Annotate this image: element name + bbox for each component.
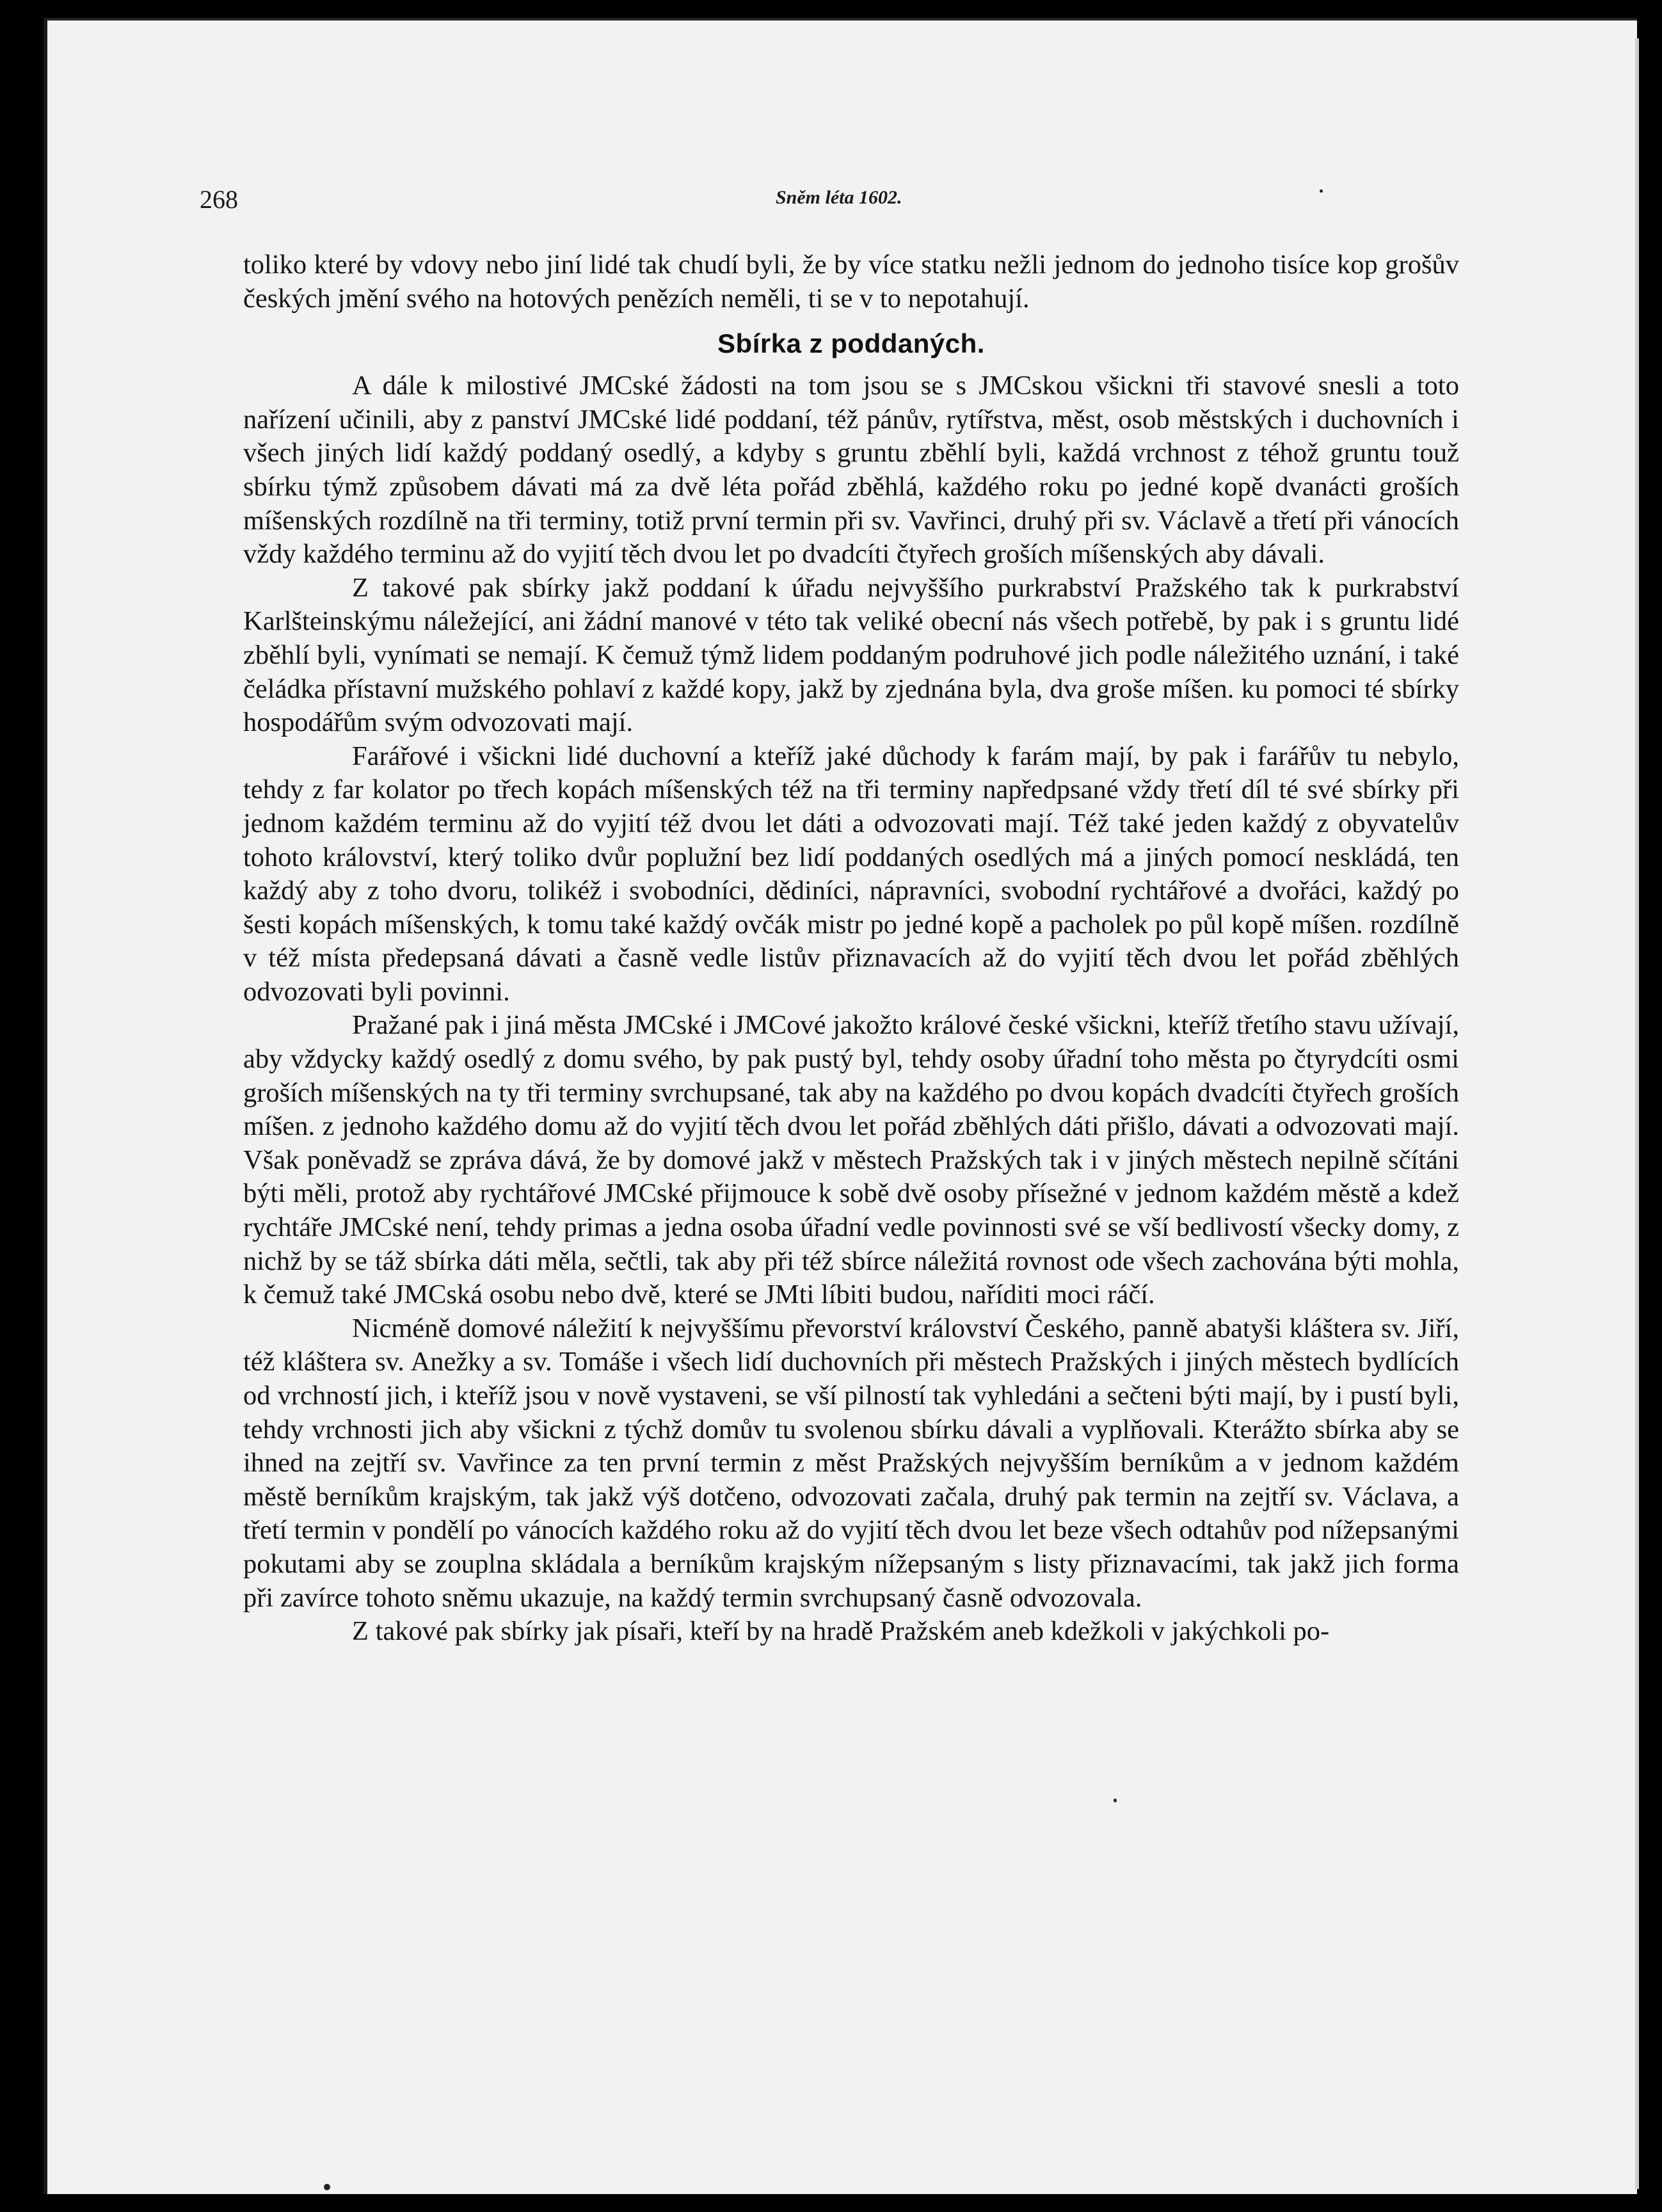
page-number: 268 bbox=[200, 185, 238, 214]
intro-paragraph: toliko které by vdovy nebo jiní lidé tak chudí byli, že by více statku nežli jednom do jednoho tisíce kop grošův českých jmění svého na hotových penězích neměli, ti se v to nepotahují. bbox=[243, 250, 1459, 314]
ink-speck bbox=[1114, 1799, 1117, 1802]
paragraph: Z takové pak sbírky jakž poddaní k úřadu nejvyššího purkrabství Pražského tak k purkrabství Karlšteinskýmu náležející, ani žádní manové v této tak veliké obecní nás všech potřebě, by pak i s gruntu lidé zběhlí byli, vynímati se nemají. K čemuž týmž lidem poddaným podruhové jich podle náležitého uznání, i také čeládka přístavní mužského pohlaví z každé kopy, jakž by zjednána byla, dva groše míšen. ku pomoci té sbírky hospodářům svým odvozovati mají. bbox=[243, 572, 1459, 738]
paragraph: Farářové i všickni lidé duchovní a kteříž jaké důchody k farám mají, by pak i farářův tu nebylo, tehdy z far kolator po třech kopách míšenských též na tři terminy napředpsané vždy třetí díl té své sbírky při jednom každém terminu až do vyjití též dvou let dáti a odvozovati mají. Též také jeden každý z obyvatelův tohoto království, který toliko dvůr poplužní bez lidí poddaných osedlých má a jiných pomocí neskládá, ten každý aby z toho dvoru, tolikéž i svobodníci, dědiníci, nápravníci, svobodní rychtářové a dvořáci, každý po šesti kopách míšenských, k tomu také každý ovčák mistr po jedné kopě a pacholek po půl kopě míšen. rozdílně v též místa předepsaná dávati a časně vedle listův přiznavacích až do vyjití těch dvou let pořád zběhlých odvozovati byli povinni. bbox=[243, 741, 1459, 1007]
page-edge bbox=[1635, 38, 1639, 2189]
running-header bbox=[200, 184, 1025, 223]
ink-speck bbox=[1320, 189, 1323, 193]
section-heading: Sbírka z poddaných. bbox=[717, 328, 985, 359]
paragraph: Nicméně domové náležití k nejvyššímu převorství království Českého, panně abatyši kláštera sv. Jiří, též kláštera sv. Anežky a sv. Tomáše i všech lidí duchovních při městech Pražských i jiných městech bydlících od vrchností jich, i kteříž jsou v nově vystaveni, se vší pilností tak vyhledáni a sečteni býti mají, by i pustí byli, tehdy vrchnosti jich aby všickni z týchž domův tu svolenou sbírku dávali a vyplňovali. Kterážto sbírka aby se ihned na zejtří sv. Vavřince za ten první termin z měst Pražských nejvyšším berníkům a v jednom každém městě berníkům krajským, tak jakž výš dotčeno, odvozovati začala, druhý pak termin na zejtří sv. Václava, a třetí termin v pondělí po vánocích každého roku až do vyjití těch dvou let beze všech odtahův pod nížepsanými pokutami aby se zouplna skládala a berníkům krajským nížepsaným s listy přiznavacími, tak jakž jich forma při zavírce tohoto sněmu ukazuje, na každý termin svrchupsaný časně odvozovala. bbox=[243, 1313, 1459, 1613]
ink-speck bbox=[324, 2184, 330, 2190]
paragraph: Z takové pak sbírky jak písaři, kteří by na hradě Pražském aneb kdežkoli v jakýchkoli po- bbox=[352, 1616, 1330, 1647]
paragraph: A dále k milostivé JMCské žádosti na tom jsou se s JMCskou všickni tři stavové snesli a toto nařízení učinili, aby z panství JMCské lidé poddaní, též pánův, rytířstva, měst, osob městských i duchovních i všech jiných lidí každý poddaný osedlý, a kdyby s gruntu zběhlí byli, každá vrchnost z téhož gruntu touž sbírku týmž způsobem dávati má za dvě léta pořád zběhlá, každého roku po jedné kopě dvanácti groších míšenských rozdílně na tři terminy, totiž první termin při sv. Vavřinci, druhý při sv. Václavě a třetí při vánocích vždy každého terminu až do vyjití těch dvou let po dvadcíti čtyřech groších míšenských aby dávali. bbox=[243, 371, 1459, 570]
running-title: Sněm léta 1602. bbox=[776, 187, 902, 208]
body-text bbox=[243, 248, 1459, 1649]
paragraph: Pražané pak i jiná města JMCské i JMCové jakožto králové české všickni, kteříž třetího stavu užívají, aby vždycky každý osedlý z domu svého, by pak pustý byl, tehdy osoby úřadní toho města po čtyrydcíti osmi groších míšenských na ty tři terminy svrchupsané, tak aby na každého po dvou kopách dvadcíti čtyřech groších míšen. z jednoho každého domu až do vyjití těch dvou let pořád zběhlých dáti přišlo, dávati a odvozovati mají. Však poněvadž se zpráva dává, že by domové jakž v městech Pražských tak i v jiných městech nepilně sčítáni býti měli, protož aby rychtářové JMCské přijmouce k sobě dvě osoby přísežné v jednom každém městě a kdež rychtáře JMCské není, tehdy primas a jedna osoba úřadní vedle povinnosti své se vší bedlivostí všecky domy, z nichž by se táž sbírka dáti měla, sečtli, tak aby při též sbírce náležitá rovnost ode všech zachována býti mohla, k čemuž také JMCská osobu nebo dvě, které se JMti líbiti budou, naříditi moci ráčí. bbox=[243, 1010, 1459, 1310]
